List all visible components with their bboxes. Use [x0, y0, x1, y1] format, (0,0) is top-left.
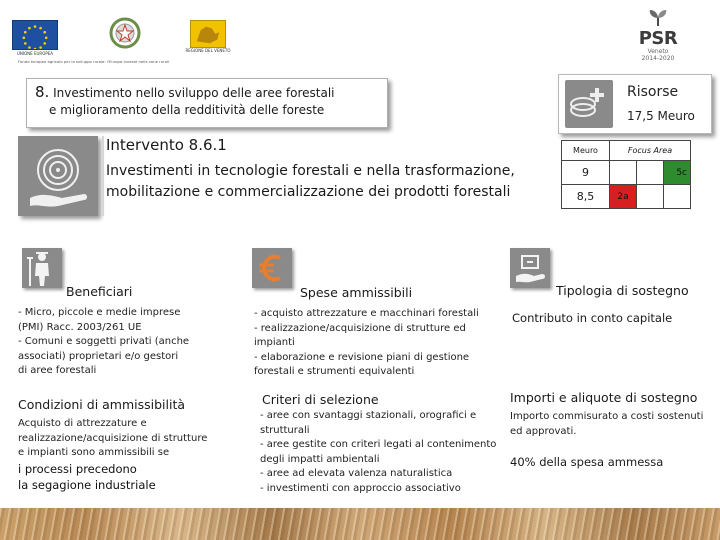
condizioni-emphasis: la segagione industriale	[18, 477, 156, 492]
eu-caption: UNIONE EUROPEA	[16, 51, 54, 56]
measure-title-line2: e miglioramento della redditività delle foreste	[49, 103, 325, 117]
psr-logo	[636, 8, 680, 64]
list-item: associati) proprietari e/o gestori	[18, 350, 179, 362]
focus-area-table	[561, 140, 691, 209]
importi-percentage: 40% della spesa ammessa	[510, 455, 664, 469]
veneto-region-logo	[190, 20, 226, 48]
psr-logo-text: PSR	[638, 28, 678, 49]
list-item: - aree con svantaggi stazionali, orografici e	[260, 410, 477, 421]
importi-heading: Importi e aliquote di sostegno	[510, 390, 698, 405]
focus-area-badge: 5c	[664, 161, 691, 185]
criteri-list	[260, 409, 508, 496]
beneficiari-list	[18, 306, 228, 379]
veneto-caption: REGIONE DEL VENETO	[185, 48, 231, 53]
focus-row-meuro: 9	[562, 161, 610, 185]
measure-title-box	[26, 78, 388, 128]
farmer-icon	[22, 248, 62, 288]
money-hand-icon	[510, 248, 550, 288]
list-item: - Micro, piccole e medie imprese	[18, 307, 181, 318]
intervention-description: Investimenti in tecnologie forestali e nella trasformazione, mobilitazione e commercializzazione dei prodotti forestali	[106, 163, 515, 200]
resources-amount: 17,5 Meuro	[627, 109, 695, 123]
list-item: - aree ad elevata valenza naturalistica	[260, 468, 453, 479]
measure-title-text1: Investimento nello sviluppo delle aree forestali	[53, 86, 335, 100]
focus-table-row	[562, 161, 691, 185]
condizioni-emphasis: i processi precedono	[18, 461, 137, 476]
condizioni-heading: Condizioni di ammissibilità	[18, 397, 186, 412]
list-item: degli impatti ambientali	[260, 453, 380, 465]
beneficiari-heading: Beneficiari	[66, 284, 133, 299]
intervention-divider	[102, 136, 104, 216]
psr-logo-sub2: 2014-2020	[641, 55, 675, 62]
resources-title: Risorse	[627, 84, 679, 100]
list-item: ed approvati.	[510, 425, 577, 437]
list-item: Importo commisurato a costi sostenuti	[510, 411, 704, 422]
importi-text	[510, 410, 710, 439]
fund-caption: Fondo europeo agricolo per lo sviluppo rurale: l'Europa investe nelle zone rurali	[18, 59, 170, 64]
list-item: - Comuni e soggetti privati (anche	[18, 336, 190, 347]
tree-rings-hand-icon	[18, 136, 98, 216]
list-item: - investimenti con approccio associativo	[260, 482, 461, 494]
list-item: - realizzazione/acquisizione di strutture ed	[254, 322, 466, 334]
focus-empty-cell	[637, 161, 664, 185]
eu-stars-icon	[13, 21, 57, 49]
measure-title-line1	[35, 84, 379, 102]
tipologia-heading: Tipologia di sostegno	[556, 283, 689, 298]
focus-empty-cell	[664, 185, 691, 209]
focus-table-col-meuro: Meuro	[562, 141, 610, 161]
italian-emblem-logo	[108, 14, 142, 52]
focus-empty-cell	[637, 185, 664, 209]
resources-box	[558, 74, 712, 134]
list-item: e impianti sono ammissibili se	[18, 447, 170, 458]
star-gear-emblem-icon	[108, 14, 142, 52]
sprout-icon	[645, 8, 671, 26]
list-item: Acquisto di attrezzature e	[18, 418, 147, 429]
focus-empty-cell	[610, 161, 637, 185]
list-item: - acquisto attrezzature e macchinari forestali	[254, 308, 479, 319]
list-item: di aree forestali	[18, 365, 97, 376]
condizioni-text	[18, 417, 238, 493]
eu-flag-logo	[12, 20, 58, 50]
focus-table-row	[562, 185, 691, 209]
list-item: - aree gestite con criteri legati al contenimento	[260, 439, 497, 450]
intervention-label	[106, 136, 227, 154]
focus-table-header-row	[562, 141, 691, 161]
measure-number: 8.	[35, 83, 50, 101]
tipologia-value: Contributo in conto capitale	[512, 311, 673, 325]
list-item: (PMI) Racc. 2003/261 UE	[18, 321, 142, 333]
list-item: impianti	[254, 337, 295, 348]
focus-table-col-focus: Focus Area	[610, 141, 691, 161]
euro-icon	[252, 248, 292, 288]
focus-row-meuro: 8,5	[562, 185, 610, 209]
list-item: realizzazione/acquisizione di strutture	[18, 432, 208, 444]
coins-plus-icon	[565, 80, 613, 128]
spese-heading: Spese ammissibili	[300, 285, 413, 300]
intervention-label-text: Intervento	[106, 136, 184, 154]
list-item: - elaborazione e revisione piani di gestione	[254, 351, 470, 363]
wheat-footer-strip	[0, 508, 720, 540]
lion-icon	[191, 21, 225, 47]
criteri-heading: Criteri di selezione	[262, 392, 379, 407]
psr-logo-sub1: Veneto	[647, 48, 669, 55]
list-item: strutturali	[260, 424, 310, 436]
spese-list	[254, 307, 484, 380]
focus-area-badge: 2a	[610, 185, 637, 209]
intervention-code: 8.6.1	[188, 136, 227, 154]
list-item: forestali e strumenti equivalenti	[254, 366, 415, 377]
